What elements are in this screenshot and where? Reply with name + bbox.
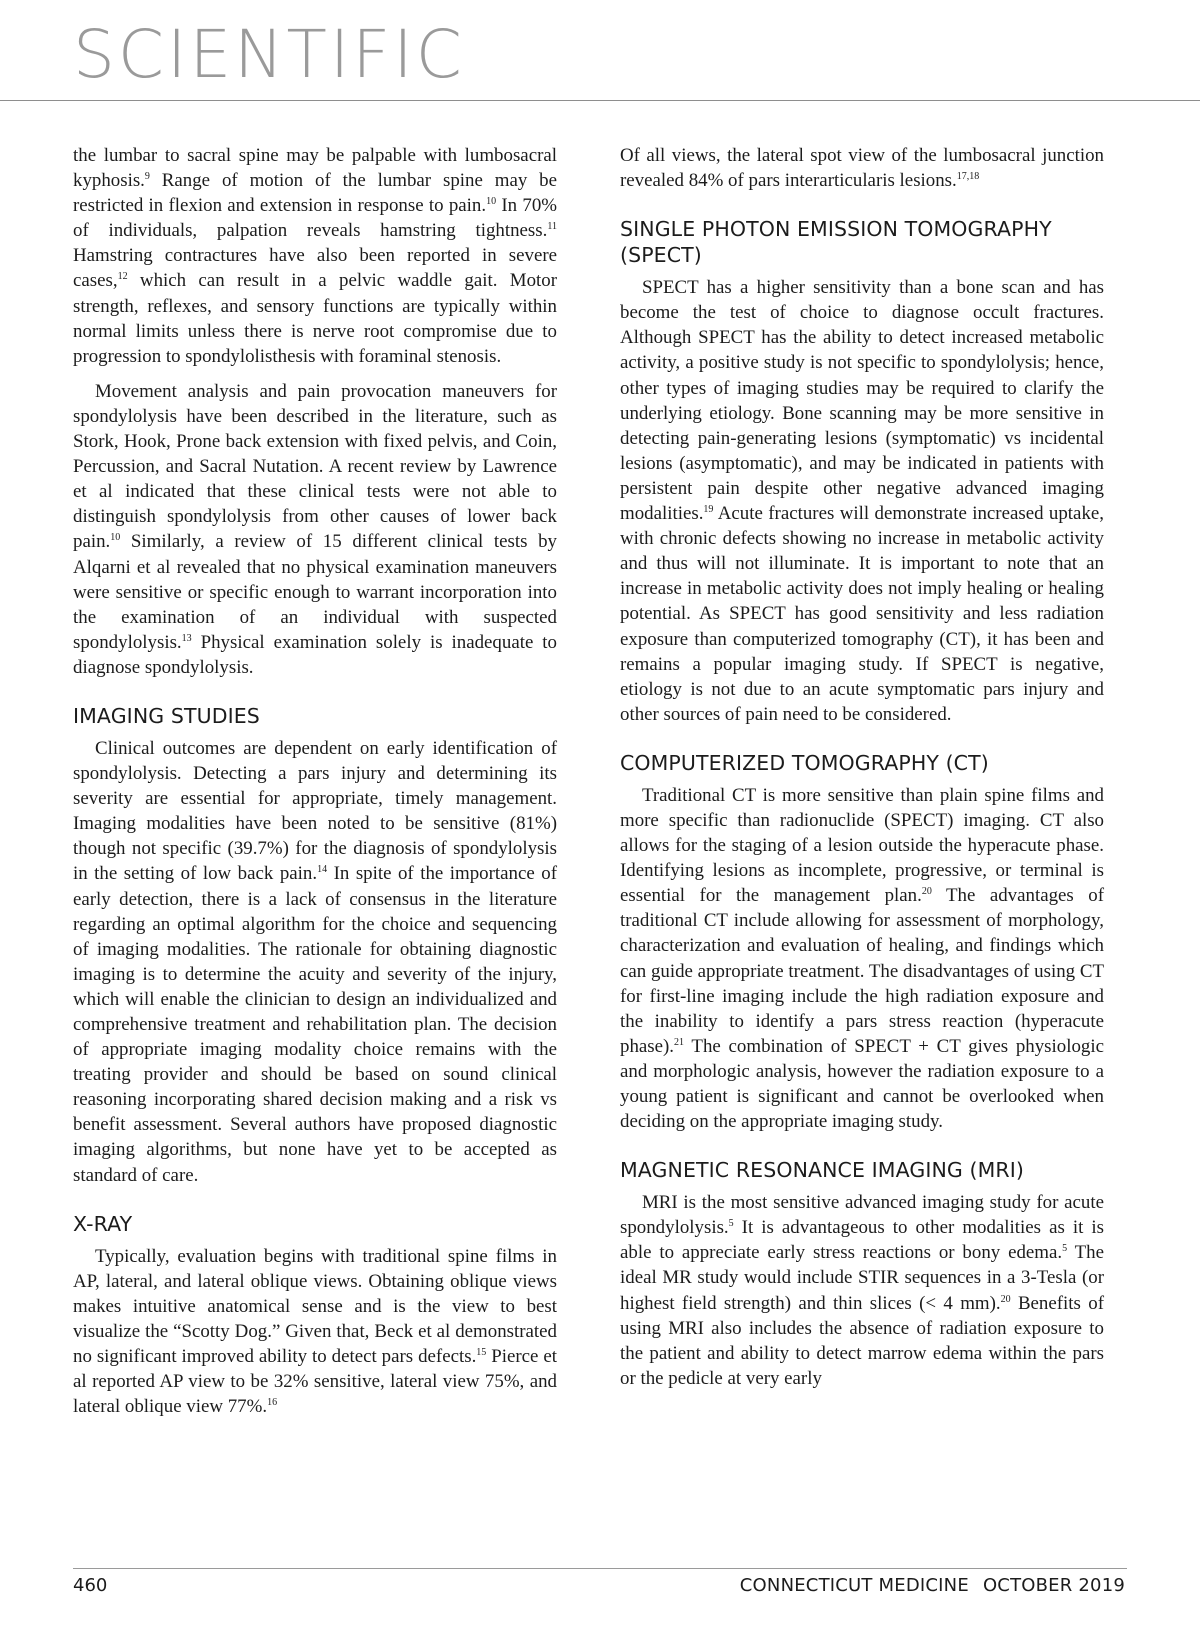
- section-heading-spect: SINGLE PHOTON EMISSION TOMOGRAPHY (SPECT): [620, 217, 1052, 268]
- citation: 5: [1062, 1243, 1068, 1255]
- paragraph: Typically, evaluation begins with traditional spine films in AP, lateral, and lateral oblique views. Obtaining oblique views makes intuitive anatomical sense and is the view to best visualize the “Scotty Dog.” Given that, Beck et al demonstrated no significant improved ability to detect pars defects.$^{15}$ Pierce et al reported AP view to be 32% sensitive, lateral view 75%, and lateral oblique view 77%.$^{16}$: [73, 1245, 557, 1418]
- citation: 21: [674, 1036, 685, 1048]
- paragraph: the lumbar to sacral spine may be palpable with lumbosacral kyphosis.$^9$ Range of motion of the lumbar spine may be restricted in flexion and extension in response to pain.$^{10}$ In 70% of individuals, palpation reveals hamstring tightness.$^{11}$ Hamstring contractures have also been reported in severe cases,$^{12}$ which can result in a pelvic waddle gait. Motor strength, reflexes, and sensory functions are typically within normal limits unless there is nerve root compromise due to progression to spondylolisthesis with foraminal stenosis.: [73, 145, 558, 367]
- citation: 10: [110, 532, 121, 544]
- header-divider: [0, 100, 1200, 101]
- section-heading-mri: MAGNETIC RESONANCE IMAGING (MRI): [620, 1158, 1024, 1183]
- citation: 20: [1000, 1293, 1011, 1305]
- paragraph: Movement analysis and pain provocation maneuvers for spondylolysis have been described in the literature, such as Stork, Hook, Prone back extension with fixed pelvis, and Coin, Percussion, and Sacral Nutation. A recent review by Lawrence et al indicated that these clinical tests were not able to distinguish spondylolysis from other causes of lower back pain.$^{10}$ Similarly, a review of 15 different clinical tests by Alqarni et al revealed that no physical examination maneuvers were sensitive or specific enough to warrant incorporation into the examination of an individual with suspected spondylolysis.$^{13}$ Physical examination solely is inadequate to diagnose spondylolysis.: [73, 380, 557, 678]
- citation: 19: [703, 504, 714, 516]
- citation: 13: [181, 632, 192, 644]
- section-heading-ct: COMPUTERIZED TOMOGRAPHY (CT): [620, 750, 989, 775]
- left-column: [73, 143, 557, 1419]
- citation: 5: [728, 1218, 734, 1230]
- section-heading-xray: X-RAY: [73, 1211, 133, 1236]
- paragraph: SPECT has a higher sensitivity than a bone scan and has become the test of choice to diagnose occult fractures. Although SPECT has the ability to detect increased metabolic activity, a positive study is not specific to spondylolysis; hence, other types of imaging studies may be required to clarify the underlying etiology. Bone scanning may be more sensitive in detecting pain-generating lesions (symptomatic) vs incidental lesions (asymptomatic), and may be indicated in patients with persistent pain despite other negative advanced imaging modalities.$^{19}$ Acute fractures will demonstrate increased uptake, with chronic defects showing no increase in metabolic activity and thus will not illuminate. It is important to note that an increase in metabolic activity does not imply healing or healing potential. As SPECT has good sensitivity and less radiation exposure than computerized tomography (CT), it has been and remains a popular imaging study. If SPECT is negative, etiology is not due to an acute symptomatic pars injury and other sources of pain need to be considered.: [620, 277, 1104, 725]
- citation: 11: [547, 221, 557, 233]
- paragraph: Traditional CT is more sensitive than plain spine films and more specific than radionuclide (SPECT) imaging. CT also allows for the staging of a lesion outside the hyperacute phase. Identifying lesions as incomplete, progressive, or terminal is essential for the management plan.$^{20}$ The advantages of traditional CT include allowing for assessment of morphology, characterization and evaluation of healing, and findings which can guide appropriate treatment. The disadvantages of using CT for first-line imaging include the high radiation exposure and the inability to identify a pars stress reaction (hyperacute phase).$^{21}$ The combination of SPECT + CT gives physiologic and morphologic analysis, however the radiation exposure to a young patient is significant and cannot be overlooked when deciding on the appropriate imaging study.: [620, 784, 1104, 1133]
- citation: 16: [267, 1397, 278, 1409]
- paragraph: Of all views, the lateral spot view of the lumbosacral junction revealed 84% of pars interarticularis lesions.$^{17,18}$: [620, 145, 1104, 192]
- journal-info: [740, 1575, 1125, 1596]
- citation: 9: [144, 171, 150, 183]
- journal-name: CONNECTICUT MEDICINE: [739, 1575, 969, 1596]
- citation: 14: [317, 864, 328, 876]
- citation: 10: [486, 196, 497, 208]
- issue-date: OCTOBER 2019: [982, 1575, 1125, 1596]
- citation: 12: [117, 271, 128, 283]
- citation: 20: [921, 886, 932, 898]
- right-column: [620, 143, 1104, 1391]
- section-header: SCIENTIFIC: [73, 16, 465, 93]
- citation: 17,18: [956, 171, 980, 183]
- section-heading-imaging: IMAGING STUDIES: [73, 703, 260, 728]
- citation: 15: [476, 1347, 487, 1359]
- paragraph: MRI is the most sensitive advanced imaging study for acute spondylolysis.$^5$ It is advantageous to other modalities as it is able to appreciate early stress reactions or bony edema.$^5$ The ideal MR study would include STIR sequences in a 3-Tesla (or highest field strength) and thin slices (< 4 mm).$^{20}$ Benefits of using MRI also includes the absence of radiation exposure to the patient and ability to detect marrow edema within the pars or the pedicle at very early: [620, 1192, 1104, 1389]
- page-number: 460: [73, 1575, 108, 1596]
- footer-divider: [73, 1568, 1127, 1569]
- paragraph: Clinical outcomes are dependent on early identification of spondylolysis. Detecting a pars injury and determining its severity are essential for appropriate, timely management. Imaging modalities have been noted to be sensitive (81%) though not specific (39.7%) for the diagnosis of spondylolysis in the setting of low back pain.$^{14}$ In spite of the importance of early detection, there is a lack of consensus in the literature regarding an optimal algorithm for the choice and sequencing of imaging modalities. The rationale for obtaining diagnostic imaging is to determine the acuity and severity of the injury, which will enable the clinician to design an individualized and comprehensive treatment and rehabilitation plan. The decision of appropriate imaging modality choice remains with the treating provider and should be based on sound clinical reasoning incorporating shared decision making and a risk vs benefit assessment. Several authors have proposed diagnostic imaging algorithms, but none have yet to be accepted as standard of care.: [73, 737, 557, 1186]
